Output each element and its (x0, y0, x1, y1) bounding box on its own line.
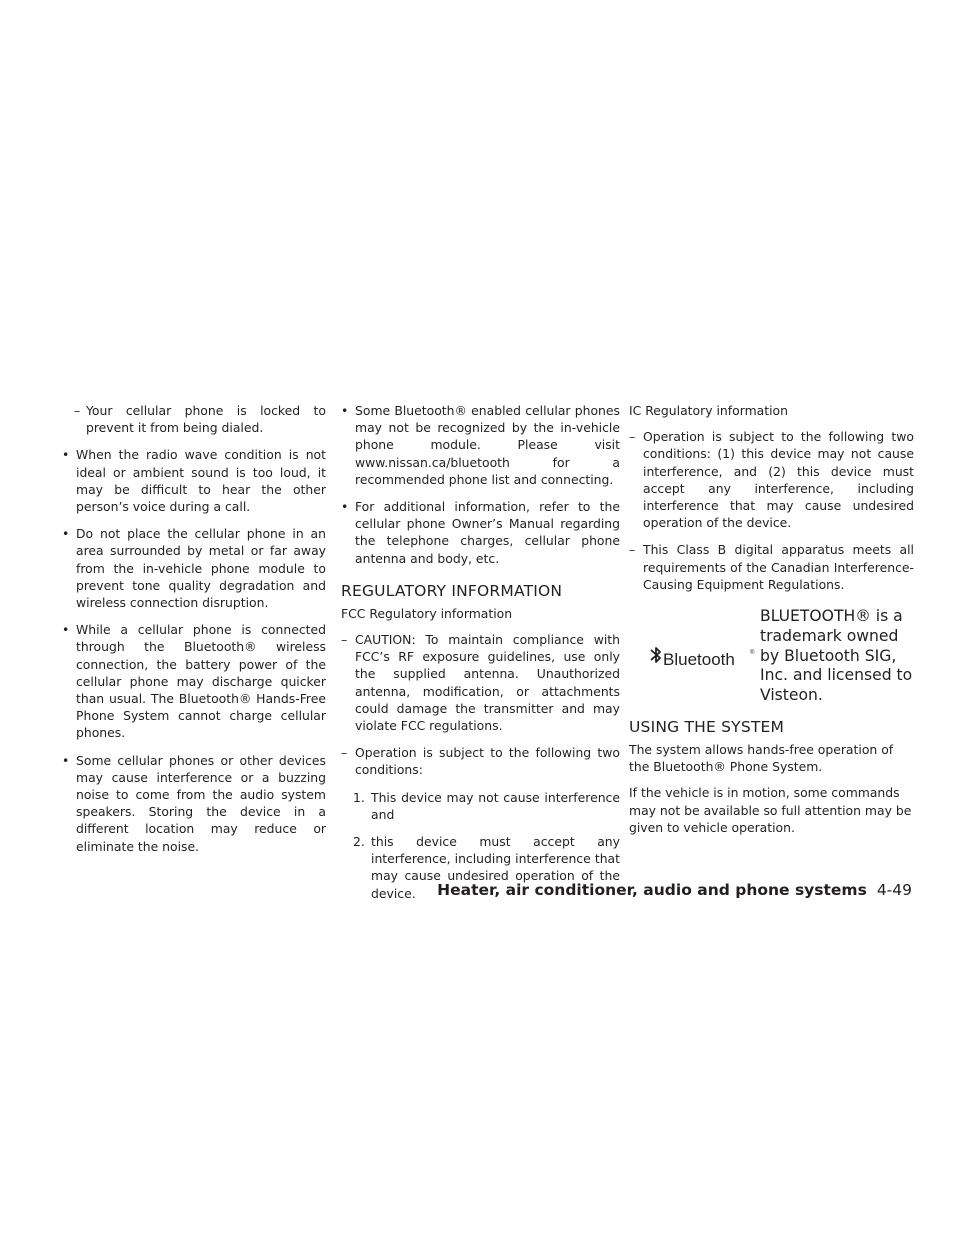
bluetooth-logo-wordmark: Bluetooth (663, 650, 735, 670)
page-footer (437, 881, 912, 899)
paragraph: If the vehicle is in motion, some commands may not be available so full attention may be given to vehicle operation. (629, 785, 912, 835)
list-item (62, 525, 326, 611)
item-text: Some Bluetooth® enabled cellular phones may not be recognized by the in-vehicle phone module. Please visit www.nissan.ca/bluetooth for a recommended phone list and connecting. (355, 403, 620, 487)
bullet-marker: • (62, 447, 70, 463)
bullet-marker: • (341, 403, 349, 418)
list-item (629, 428, 914, 531)
dash-marker: – (74, 403, 81, 418)
item-text: Operation is subject to the following two conditions: (355, 745, 620, 778)
item-text: Some cellular phones or other devices may cause interference or a buzzing noise to come from the audio system speakers. Storing the device in a different location may reduce or eliminate the noise. (76, 752, 326, 854)
footer-section-title: Heater, air conditioner, audio and phone systems (437, 881, 867, 899)
item-text: CAUTION: To maintain compliance with FCC’s RF exposure guidelines, use only the supplied antenna. Unauthorized antenna, modification, or attachments could damage the transmitter and may violate FCC regulations. (355, 632, 620, 734)
number-marker: 1. (353, 789, 365, 805)
section-heading-regulatory: REGULATORY INFORMATION (341, 581, 563, 600)
ic-title: IC Regulatory information (629, 403, 788, 418)
page-number: 4-49 (876, 881, 912, 899)
bluetooth-logo-icon (647, 645, 767, 671)
list-item (341, 498, 620, 567)
trademark-text: BLUETOOTH® is a trademark owned by Bluetooth SIG, Inc. and licensed to Visteon. (760, 607, 913, 705)
fcc-title: FCC Regulatory information (341, 605, 513, 621)
item-text: For additional information, refer to the cellular phone Owner’s Manual regarding the telephone charges, cellular phone antenna and body, etc. (355, 499, 620, 566)
section-heading-using: USING THE SYSTEM (629, 718, 785, 737)
numbered-item (341, 789, 620, 823)
item-text: this device must accept any interference, including interference that may cause undesired operation of the device. (371, 834, 620, 901)
item-text: This device may not cause interference and (371, 789, 620, 822)
dash-marker: – (629, 542, 636, 558)
item-text: While a cellular phone is connected through the Bluetooth® wireless connection, the battery power of the cellular phone may discharge quicker than usual. The Bluetooth® Hands-Free Phone System cannot charge cellular phones. (76, 622, 326, 741)
list-item (62, 446, 326, 515)
list-item (629, 541, 914, 593)
list-item (62, 621, 326, 741)
item-text: Operation is subject to the following two conditions: (1) this device may not cause interference, and (2) this device must accept any interference, including interference that may cause undesired operation of the device. (643, 429, 914, 531)
bullet-marker: • (62, 622, 70, 638)
list-item (62, 402, 326, 436)
trademark-block (629, 607, 914, 703)
list-item (62, 752, 326, 855)
item-text: This Class B digital apparatus meets all requirements of the Canadian Interference-Causing Equipment Regulations. (643, 542, 914, 592)
list-item (341, 402, 620, 488)
column-middle (341, 402, 620, 912)
bullet-marker: • (62, 526, 70, 542)
column-right (629, 402, 914, 845)
bullet-marker: • (62, 752, 70, 768)
dash-marker: – (341, 745, 348, 761)
list-item (341, 631, 620, 734)
bullet-marker: • (341, 499, 349, 515)
column-left (62, 402, 326, 865)
item-text: Your cellular phone is locked to prevent it from being dialed. (86, 403, 326, 436)
number-marker: 2. (353, 834, 365, 850)
paragraph: The system allows hands-free operation of the Bluetooth® Phone System. (629, 742, 894, 775)
svg-text:®: ® (750, 650, 755, 657)
list-item (341, 744, 620, 778)
item-text: When the radio wave condition is not ideal or ambient sound is too loud, it may be difficult to hear the other person’s voice during a call. (76, 447, 326, 515)
dash-marker: – (341, 632, 348, 648)
dash-marker: – (629, 429, 636, 445)
item-text: Do not place the cellular phone in an area surrounded by metal or far away from the in-vehicle phone module to prevent tone quality degradation and wireless connection disruption. (76, 526, 326, 611)
